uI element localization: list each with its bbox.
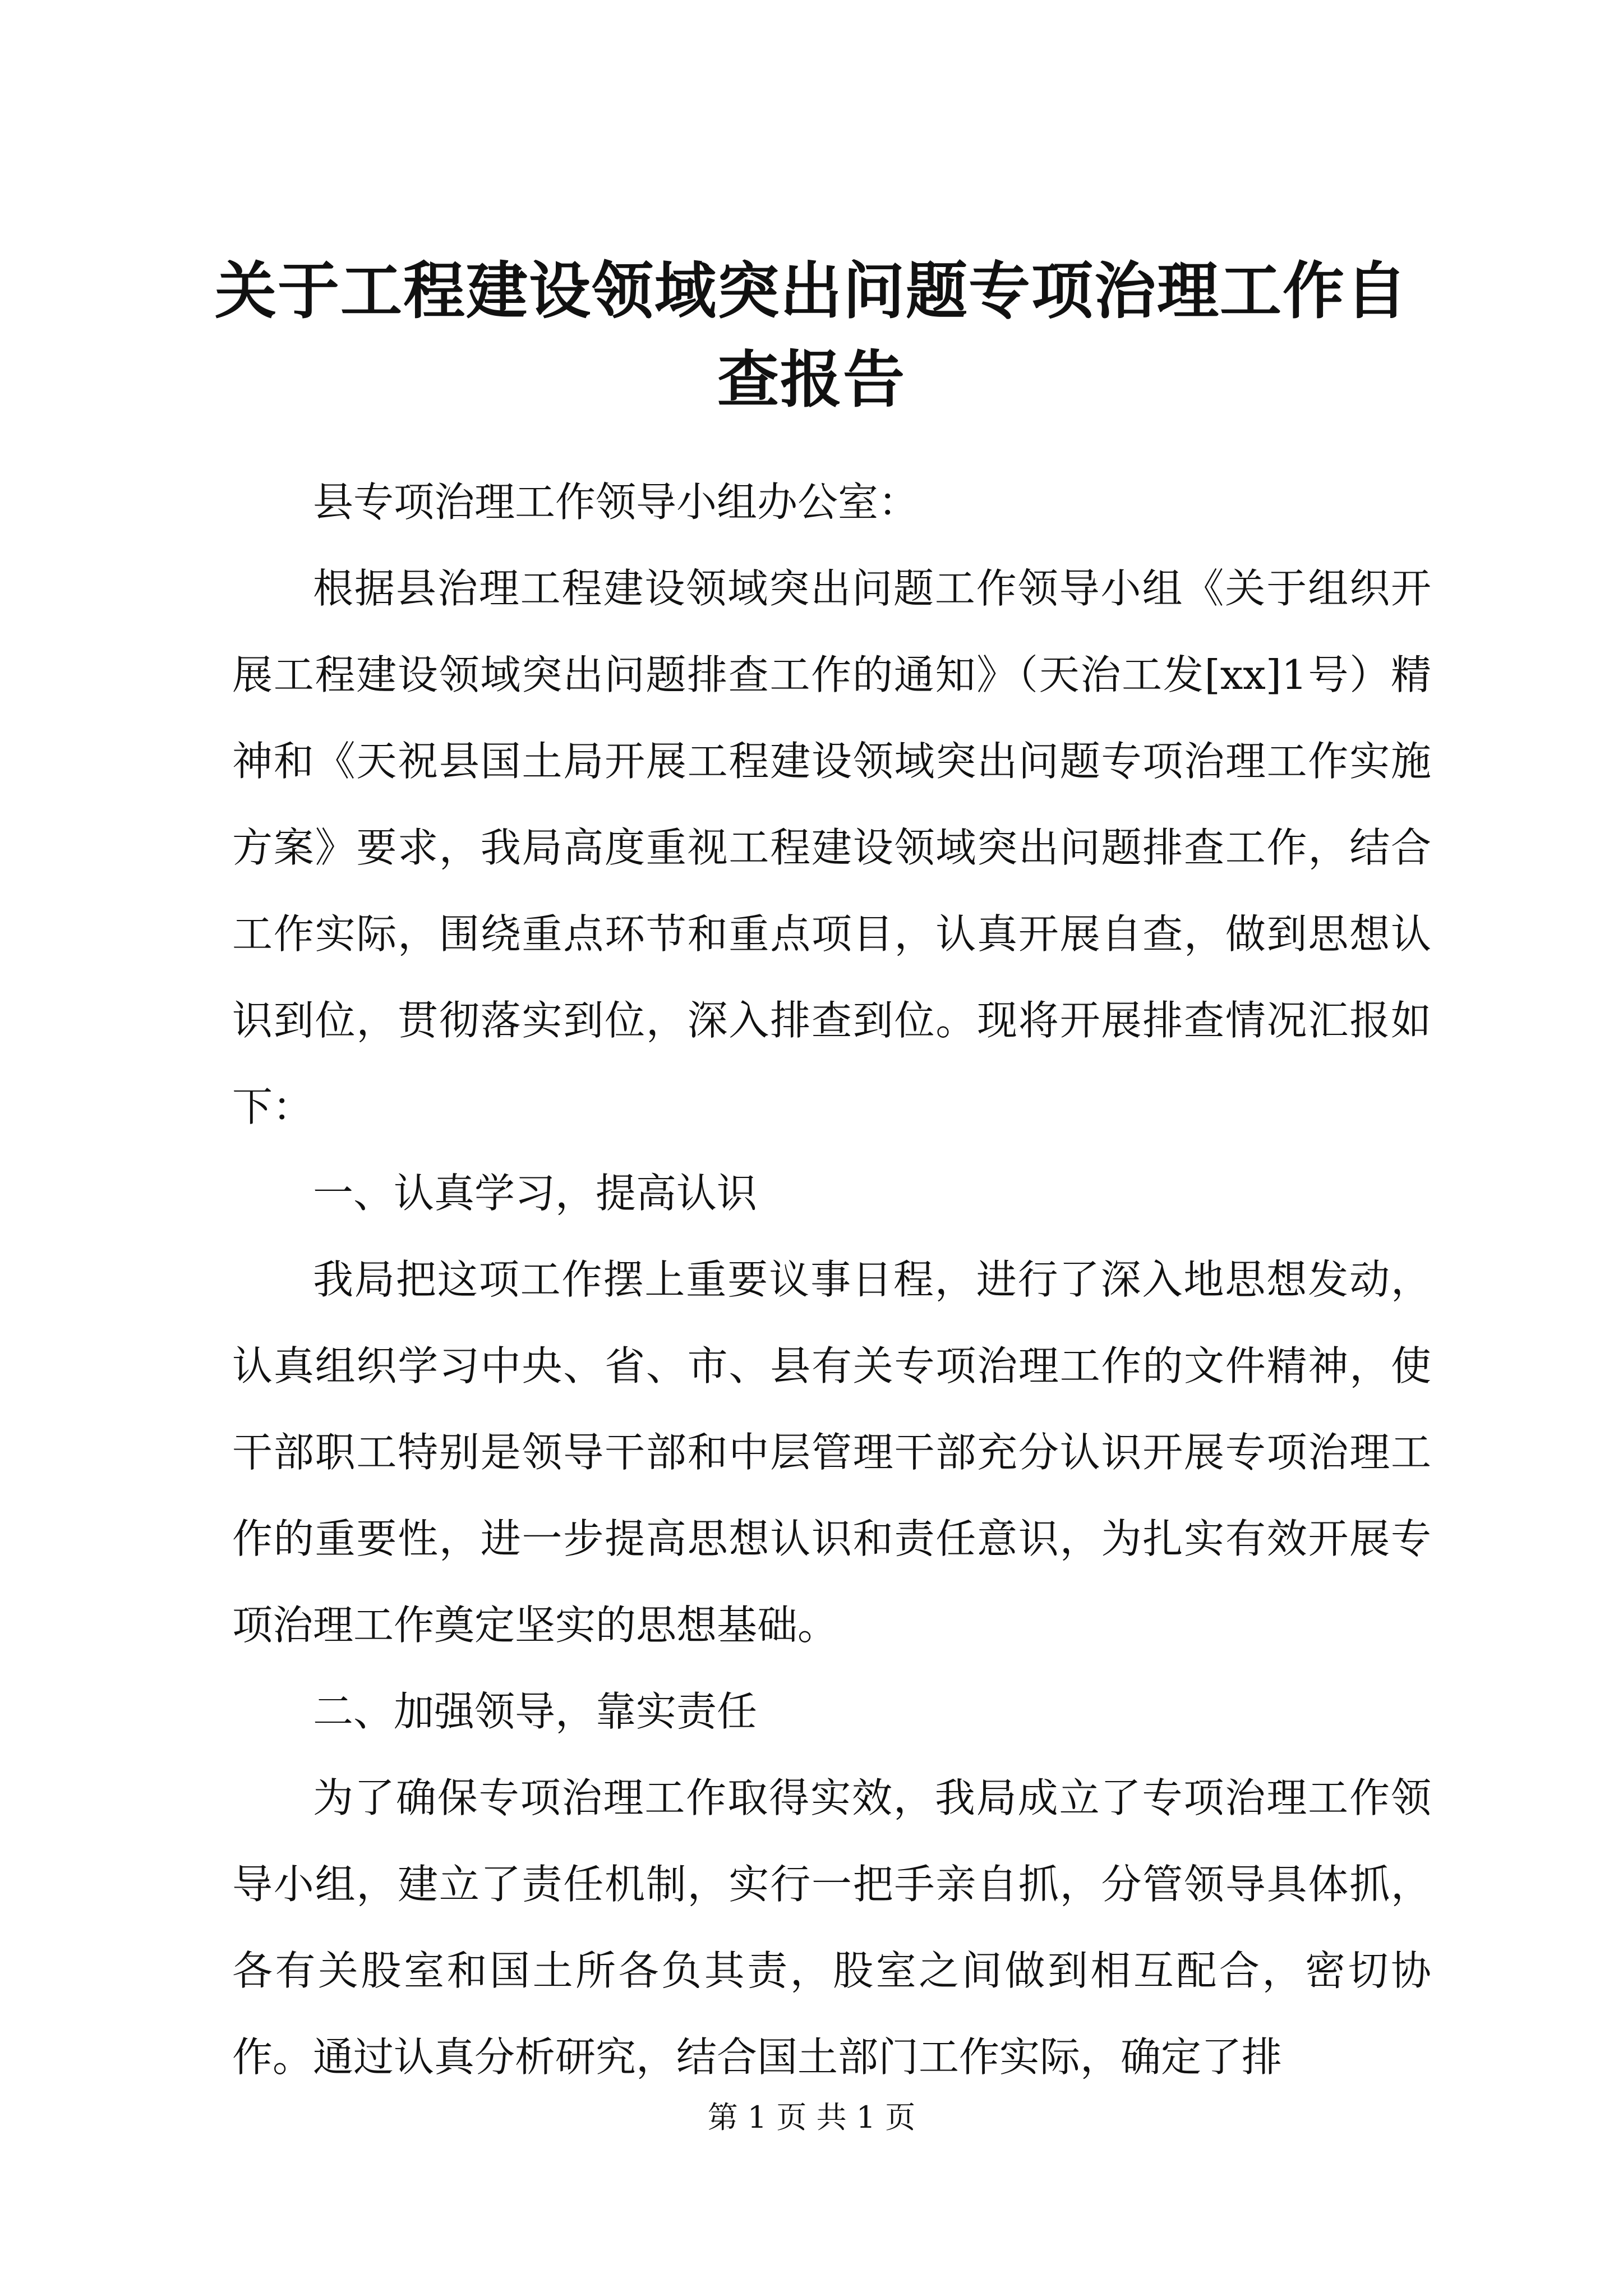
page-footer: 第 1 页 共 1 页 [707, 2100, 916, 2135]
salutation: 县专项治理工作领导小组办公室： [313, 478, 919, 526]
section-heading-1: 一、认真学习，提高认识 [313, 1170, 758, 1217]
intro-paragraph: 根据县治理工程建设领域突出问题工作领导小组《关于组织开展工程建设领域突出问题排查工作的通知》（天治工发[xx]1号）精神和《天祝县国土局开展工程建设领域突出问题专项治理工作实施方案》要求，我局高度重视工程建设领域突出问题排查工作，结合工作实际，围绕重点环节和重点项目，认真开展自查，做到思想认识到位，贯彻落实到位，深入排查到位。现将开展排查情况汇报如下： [232, 565, 1431, 1130]
section-paragraph-2: 为了确保专项治理工作取得实效，我局成立了专项治理工作领导小组，建立了责任机制，实行一把手亲自抓，分管领导具体抓，各有关股室和国土所各负其责，股室之间做到相互配合，密切协作。通过认真分析研究，结合国土部门工作实际，确定了排 [232, 1774, 1431, 2081]
section-heading-2: 二、加强领导，靠实责任 [313, 1688, 758, 1735]
document-body [232, 459, 1431, 2100]
section-paragraph-1: 我局把这项工作摆上重要议事日程，进行了深入地思想发动，认真组织学习中央、省、市、县有关专项治理工作的文件精神，使干部职工特别是领导干部和中层管理干部充分认识开展专项治理工作的重要性，进一步提高思想认识和责任意识，为扎实有效开展专项治理工作奠定坚实的思想基础。 [232, 1256, 1431, 1649]
document-title: 关于工程建设领域突出问题专项治理工作自查报告 [215, 255, 1408, 416]
